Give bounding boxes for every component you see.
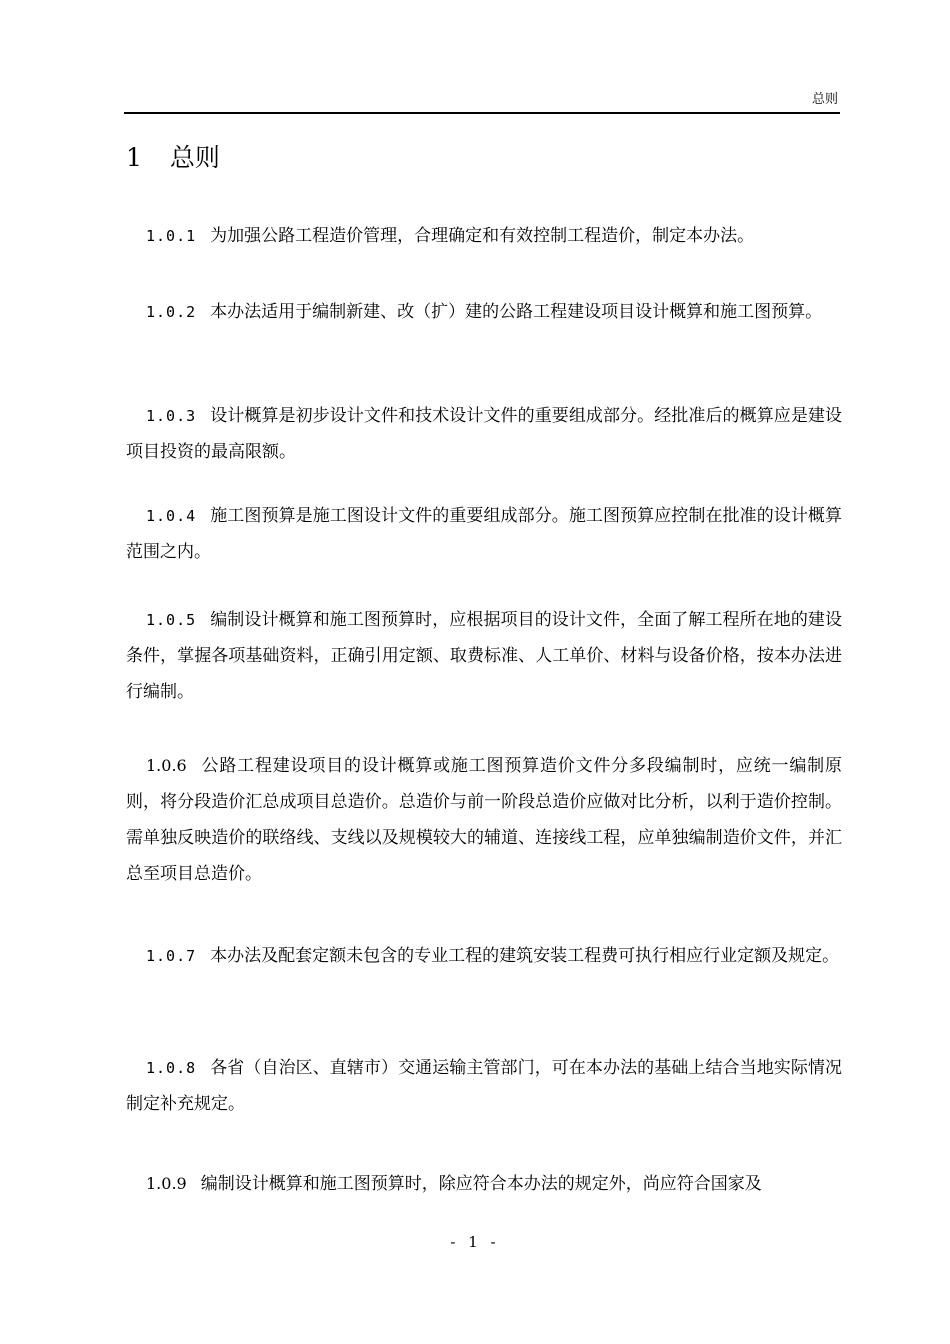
clause-number: 1.0.5	[146, 611, 197, 629]
clause-text: 本办法适用于编制新建、改（扩）建的公路工程建设项目设计概算和施工图预算。	[210, 302, 823, 322]
page-number: - 1 -	[450, 1233, 500, 1251]
clause-text: 编制设计概算和施工图预算时，应根据项目的设计文件，全面了解工程所在地的建设条件，掌握各项基础资料，正确引用定额、取费标准、人工单价、材料与设备价格，按本办法进行编制。	[126, 610, 842, 702]
chapter-heading	[126, 140, 220, 176]
clause-1-0-9	[126, 1166, 842, 1202]
running-header-title: 总则	[811, 92, 838, 107]
clause-number: 1.0.6	[146, 756, 187, 775]
clause-text: 编制设计概算和施工图预算时，除应符合本办法的规定外，尚应符合国家及	[200, 1174, 762, 1194]
clause-1-0-3	[126, 398, 842, 470]
clause-number: 1.0.1	[146, 227, 197, 245]
clause-number: 1.0.8	[146, 1059, 197, 1077]
clause-1-0-6	[126, 748, 842, 892]
page-header	[124, 92, 840, 114]
clause-1-0-4	[126, 498, 842, 570]
clause-1-0-2	[126, 294, 842, 330]
clause-number: 1.0.3	[146, 407, 197, 425]
clause-number: 1.0.2	[146, 303, 197, 321]
clause-1-0-5	[126, 602, 842, 710]
clause-text: 为加强公路工程造价管理，合理确定和有效控制工程造价，制定本办法。	[210, 226, 755, 246]
clause-text: 公路工程建设项目的设计概算或施工图预算造价文件分多段编制时，应统一编制原则，将分段造价汇总成项目总造价。总造价与前一阶段总造价应做对比分析，以利于造价控制。需单独反映造价的联络线、支线以及规模较大的辅道、连接线工程，应单独编制造价文件，并汇总至项目总造价。	[126, 756, 842, 884]
clause-text: 各省（自治区、直辖市）交通运输主管部门，可在本办法的基础上结合当地实际情况制定补充规定。	[126, 1058, 842, 1114]
clause-1-0-1	[126, 218, 842, 254]
chapter-number: 1	[126, 143, 142, 172]
chapter-title: 总则	[169, 143, 220, 172]
clause-number: 1.0.7	[146, 947, 197, 965]
clause-1-0-7	[126, 938, 842, 974]
clause-text: 设计概算是初步设计文件和技术设计文件的重要组成部分。经批准后的概算应是建设项目投资的最高限额。	[126, 406, 842, 462]
clause-1-0-8	[126, 1050, 842, 1122]
clause-number: 1.0.4	[146, 507, 197, 525]
clause-text: 施工图预算是施工图设计文件的重要组成部分。施工图预算应控制在批准的设计概算范围之内。	[126, 506, 842, 562]
clause-text: 本办法及配套定额未包含的专业工程的建筑安装工程费可执行相应行业定额及规定。	[210, 946, 840, 966]
clause-number: 1.0.9	[146, 1174, 187, 1193]
